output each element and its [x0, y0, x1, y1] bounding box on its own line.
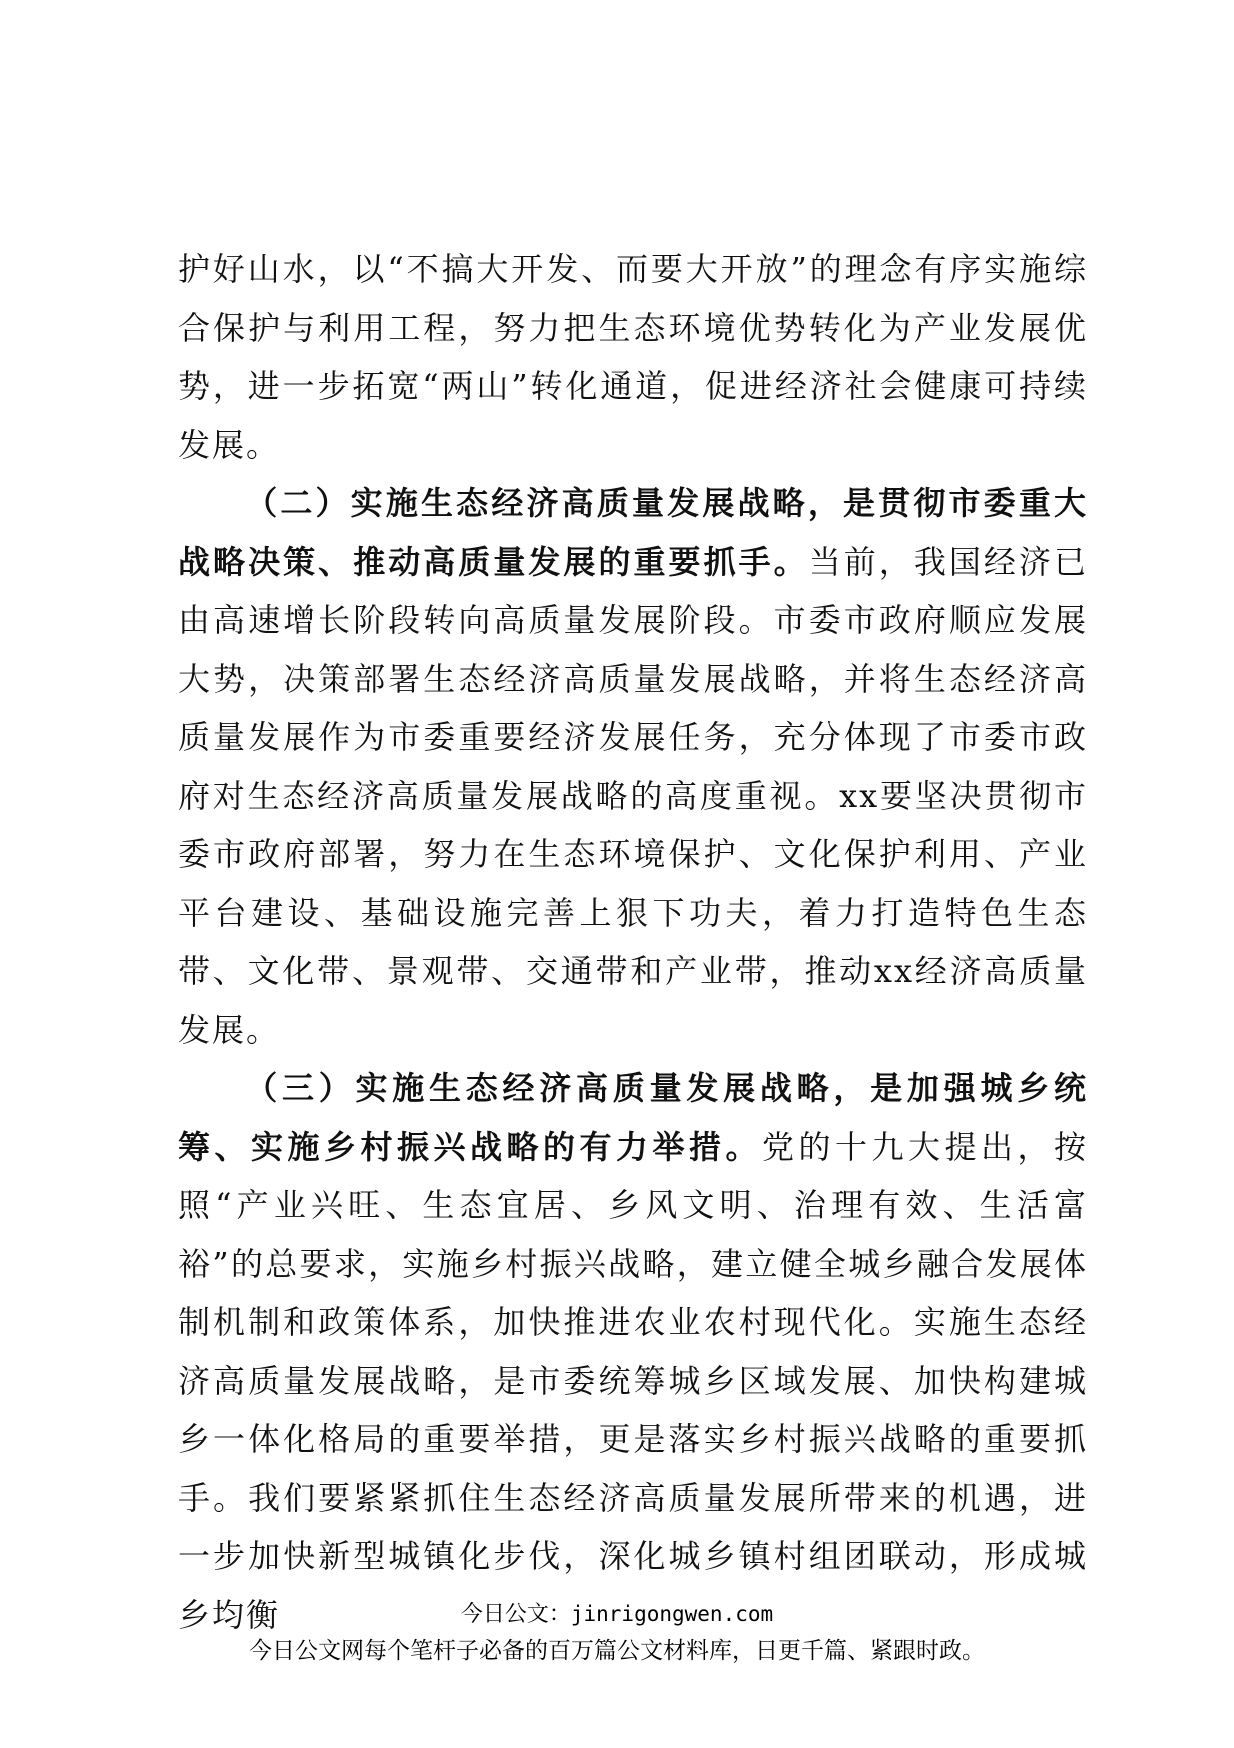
paragraph-continuation	[178, 240, 1088, 474]
footer-slogan: 今日公文网每个笔杆子必备的百万篇公文材料库，日更千篇、紧跟时政。	[249, 1638, 985, 1664]
paragraph-text: 党的十九大提出，按照“产业兴旺、生态宜居、乡风文明、治理有效、生活富裕”的总要求，实施乡村振兴战略，建立健全城乡融合发展体制机制和政策体系，加快推进农业农村现代化。实施生态经济高质量发展战略，是市委统筹城乡区域发展、加快构建城乡一体化格局的重要举措，更是落实乡村振兴战略的重要抓手。我们要紧紧抓住生态经济高质量发展所带来的机遇，进一步加快新型城镇化步伐，深化城乡镇村组团联动，形成城乡均衡	[178, 1127, 1088, 1634]
footer-source-label: 今日公文：	[460, 1602, 571, 1627]
document-body	[178, 240, 1088, 1644]
section-heading: （二）实施生态经济高质量发展战略，是贯彻市委重大战略决策、推动高质量发展的重要抓手。	[178, 484, 1088, 581]
paragraph-text: 护好山水，以“不搞大开发、而要大开放”的理念有序实施综合保护与利用工程，努力把生态环境优势转化为产业发展优势，进一步拓宽“两山”转化通道，促进经济社会健康可持续发展。	[178, 250, 1088, 464]
paragraph-text: 当前，我国经济已由高速增长阶段转向高质量发展阶段。市委市政府顺应发展大势，决策部署生态经济高质量发展战略，并将生态经济高质量发展作为市委重要经济发展任务，充分体现了市委市政府对生态经济高质量发展战略的高度重视。xx要坚决贯彻市委市政府部署，努力在生态环境保护、文化保护利用、产业平台建设、基础设施完善上狠下功夫，着力打造特色生态带、文化带、景观带、交通带和产业带，推动xx经济高质量发展。	[178, 542, 1088, 1049]
footer-site-link[interactable]: jinrigongwen.com	[570, 1602, 774, 1626]
footer-source	[0, 1597, 1234, 1628]
section-heading: （三）实施生态经济高质量发展战略，是加强城乡统筹、实施乡村振兴战略的有力举措。	[178, 1069, 1088, 1166]
paragraph-section-3	[178, 1059, 1088, 1644]
paragraph-section-2	[178, 474, 1088, 1059]
